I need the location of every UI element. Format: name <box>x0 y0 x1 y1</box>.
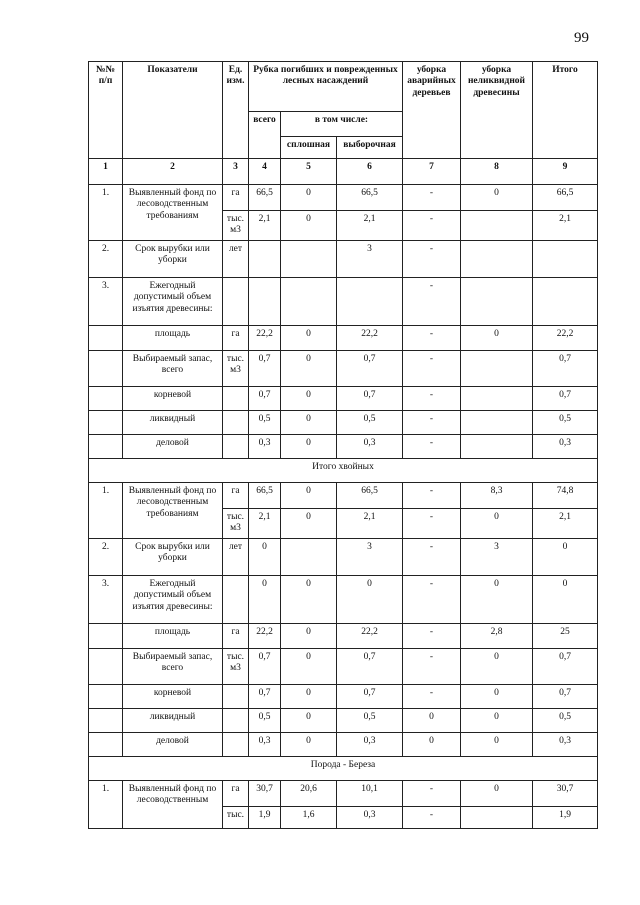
value-cell: - <box>403 807 461 829</box>
value-cell <box>461 411 533 435</box>
column-number: 8 <box>461 159 533 185</box>
unit: лет <box>223 539 249 576</box>
value-cell: 0 <box>281 351 337 387</box>
header-rubka: Рубка погибших и поврежденных лесных насаждений <box>249 62 403 112</box>
value-cell: 0,5 <box>249 411 281 435</box>
indicator-name: Выявленный фонд по лесоводственным <box>123 781 223 829</box>
value-cell <box>281 278 337 326</box>
row-number <box>89 685 123 709</box>
unit: га <box>223 483 249 509</box>
table-row <box>89 624 598 649</box>
table-row <box>89 411 598 435</box>
value-cell: 1,6 <box>281 807 337 829</box>
table-row <box>89 241 598 278</box>
value-cell: 66,5 <box>337 185 403 211</box>
indicator-name: Ежегодный допустимый объем изъятия древесины: <box>123 278 223 326</box>
table-row <box>89 733 598 757</box>
value-cell: - <box>403 539 461 576</box>
value-cell: 0 <box>461 733 533 757</box>
value-cell: - <box>403 211 461 241</box>
value-cell: 0 <box>281 411 337 435</box>
value-cell: 8,3 <box>461 483 533 509</box>
value-cell: 22,2 <box>337 326 403 351</box>
value-cell: 2,1 <box>337 509 403 539</box>
table-row <box>89 709 598 733</box>
row-number: 3. <box>89 576 123 624</box>
value-cell: 2,1 <box>533 509 598 539</box>
value-cell <box>249 241 281 278</box>
value-cell: 0 <box>281 624 337 649</box>
value-cell: 0,5 <box>533 411 598 435</box>
header-clear-cut: сплошная <box>281 137 337 159</box>
row-number: 1. <box>89 185 123 241</box>
value-cell <box>249 278 281 326</box>
value-cell: 22,2 <box>249 326 281 351</box>
value-cell: 20,6 <box>281 781 337 807</box>
row-number: 2. <box>89 539 123 576</box>
unit: тыс. м3 <box>223 211 249 241</box>
value-cell: - <box>403 624 461 649</box>
table-row <box>89 781 598 807</box>
unit <box>223 709 249 733</box>
value-cell: 0,3 <box>337 733 403 757</box>
value-cell <box>461 807 533 829</box>
indicator-name: ликвидный <box>123 709 223 733</box>
value-cell: 0 <box>461 649 533 685</box>
unit: тыс. м3 <box>223 509 249 539</box>
value-cell: - <box>403 411 461 435</box>
value-cell: 0 <box>533 576 598 624</box>
value-cell <box>461 435 533 459</box>
table-row <box>89 387 598 411</box>
table-row <box>89 351 598 387</box>
header-num: №№ п/п <box>89 62 123 159</box>
value-cell: 22,2 <box>337 624 403 649</box>
indicator-name: площадь <box>123 624 223 649</box>
unit: га <box>223 185 249 211</box>
unit <box>223 278 249 326</box>
value-cell: 3 <box>337 241 403 278</box>
value-cell <box>281 539 337 576</box>
value-cell: 0 <box>461 709 533 733</box>
column-number: 3 <box>223 159 249 185</box>
header-emergency-trees: уборка аварийных деревьев <box>403 62 461 159</box>
indicator-name: деловой <box>123 733 223 757</box>
unit <box>223 435 249 459</box>
value-cell <box>337 278 403 326</box>
table-row <box>89 435 598 459</box>
row-number <box>89 733 123 757</box>
value-cell: 30,7 <box>533 781 598 807</box>
value-cell: 0 <box>281 685 337 709</box>
value-cell: 0 <box>461 185 533 211</box>
table-row <box>89 539 598 576</box>
value-cell: 0 <box>461 509 533 539</box>
table-row <box>89 483 598 509</box>
value-cell: 0 <box>281 483 337 509</box>
value-cell: 0,7 <box>337 649 403 685</box>
row-number: 1. <box>89 781 123 829</box>
value-cell: 0,3 <box>249 435 281 459</box>
value-cell: - <box>403 185 461 211</box>
value-cell: 3 <box>461 539 533 576</box>
value-cell: 0,7 <box>533 685 598 709</box>
column-number: 6 <box>337 159 403 185</box>
value-cell: 66,5 <box>249 185 281 211</box>
value-cell: - <box>403 278 461 326</box>
value-cell: 0,7 <box>249 351 281 387</box>
value-cell: 1,9 <box>249 807 281 829</box>
value-cell: 0,5 <box>337 411 403 435</box>
value-cell: 0 <box>461 781 533 807</box>
row-number <box>89 709 123 733</box>
value-cell: 0 <box>249 576 281 624</box>
value-cell: - <box>403 326 461 351</box>
column-number: 9 <box>533 159 598 185</box>
value-cell: 0,5 <box>533 709 598 733</box>
forest-data-table <box>88 61 598 829</box>
value-cell: - <box>403 241 461 278</box>
indicator-name: ликвидный <box>123 411 223 435</box>
value-cell: 22,2 <box>249 624 281 649</box>
indicator-name: Выбираемый запас, всего <box>123 649 223 685</box>
unit: тыс. м3 <box>223 351 249 387</box>
header-vsego: всего <box>249 112 281 159</box>
value-cell: 0 <box>533 539 598 576</box>
section-title: Порода - Береза <box>89 757 598 781</box>
value-cell: 0,3 <box>533 435 598 459</box>
row-number <box>89 624 123 649</box>
value-cell <box>461 351 533 387</box>
value-cell: - <box>403 509 461 539</box>
value-cell: 0,7 <box>533 351 598 387</box>
indicator-name: деловой <box>123 435 223 459</box>
row-number: 2. <box>89 241 123 278</box>
value-cell: 0 <box>461 326 533 351</box>
unit: тыс. м3 <box>223 649 249 685</box>
header-indicators: Показатели <box>123 62 223 159</box>
indicator-name: корневой <box>123 685 223 709</box>
column-number: 5 <box>281 159 337 185</box>
header-including: в том числе: <box>281 112 403 137</box>
value-cell: 30,7 <box>249 781 281 807</box>
value-cell: - <box>403 435 461 459</box>
value-cell: 66,5 <box>249 483 281 509</box>
unit: га <box>223 326 249 351</box>
value-cell: 0,7 <box>337 387 403 411</box>
value-cell <box>461 211 533 241</box>
row-number <box>89 649 123 685</box>
value-cell: 0,7 <box>249 649 281 685</box>
unit: лет <box>223 241 249 278</box>
unit: га <box>223 781 249 807</box>
value-cell: 0 <box>281 709 337 733</box>
value-cell <box>461 387 533 411</box>
value-cell: 25 <box>533 624 598 649</box>
value-cell: 2,1 <box>337 211 403 241</box>
value-cell: 0 <box>281 326 337 351</box>
value-cell: 1,9 <box>533 807 598 829</box>
row-number <box>89 435 123 459</box>
value-cell: 0 <box>281 211 337 241</box>
value-cell: 0,3 <box>533 733 598 757</box>
header-selective: выборочная <box>337 137 403 159</box>
row-number: 1. <box>89 483 123 539</box>
value-cell: 0,7 <box>337 685 403 709</box>
value-cell: 0 <box>337 576 403 624</box>
header-total: Итого <box>533 62 598 159</box>
value-cell: 0,3 <box>337 435 403 459</box>
indicator-name: корневой <box>123 387 223 411</box>
value-cell: 0,5 <box>337 709 403 733</box>
value-cell: 0,7 <box>249 387 281 411</box>
value-cell: 0 <box>281 435 337 459</box>
value-cell: 2,8 <box>461 624 533 649</box>
value-cell <box>461 241 533 278</box>
value-cell: 0,7 <box>337 351 403 387</box>
column-number: 4 <box>249 159 281 185</box>
value-cell: 0 <box>281 649 337 685</box>
column-number: 2 <box>123 159 223 185</box>
unit: га <box>223 624 249 649</box>
value-cell: 3 <box>337 539 403 576</box>
value-cell: 0 <box>403 709 461 733</box>
section-title: Итого хвойных <box>89 459 598 483</box>
value-cell: 0,7 <box>249 685 281 709</box>
value-cell: 0 <box>249 539 281 576</box>
value-cell <box>461 278 533 326</box>
value-cell: 0 <box>281 733 337 757</box>
value-cell: 66,5 <box>337 483 403 509</box>
indicator-name: Срок вырубки или уборки <box>123 241 223 278</box>
unit <box>223 685 249 709</box>
header-illiquid-wood: уборка неликвидной древесины <box>461 62 533 159</box>
value-cell: 0,3 <box>337 807 403 829</box>
value-cell: 0 <box>281 185 337 211</box>
value-cell: 66,5 <box>533 185 598 211</box>
value-cell: - <box>403 649 461 685</box>
indicator-name: Ежегодный допустимый объем изъятия древесины: <box>123 576 223 624</box>
header-unit: Ед. изм. <box>223 62 249 159</box>
table-row <box>89 649 598 685</box>
value-cell: 0 <box>281 509 337 539</box>
value-cell: 2,1 <box>249 509 281 539</box>
column-number: 7 <box>403 159 461 185</box>
value-cell: 0,5 <box>249 709 281 733</box>
value-cell: 22,2 <box>533 326 598 351</box>
column-number: 1 <box>89 159 123 185</box>
row-number: 3. <box>89 278 123 326</box>
indicator-name: Выявленный фонд по лесоводственным требованиям <box>123 185 223 241</box>
table-row <box>89 576 598 624</box>
value-cell: 0 <box>461 685 533 709</box>
value-cell <box>533 278 598 326</box>
row-number <box>89 351 123 387</box>
indicator-name: Выбираемый запас, всего <box>123 351 223 387</box>
value-cell: 2,1 <box>249 211 281 241</box>
value-cell: - <box>403 685 461 709</box>
value-cell: 2,1 <box>533 211 598 241</box>
value-cell <box>533 241 598 278</box>
unit <box>223 576 249 624</box>
table-row <box>89 326 598 351</box>
value-cell: 0,7 <box>533 649 598 685</box>
value-cell: - <box>403 351 461 387</box>
value-cell: 0 <box>281 387 337 411</box>
value-cell: 0,7 <box>533 387 598 411</box>
value-cell <box>281 241 337 278</box>
value-cell: 0 <box>403 733 461 757</box>
value-cell: - <box>403 387 461 411</box>
row-number <box>89 326 123 351</box>
value-cell: 10,1 <box>337 781 403 807</box>
table-row <box>89 278 598 326</box>
value-cell: - <box>403 576 461 624</box>
unit <box>223 411 249 435</box>
unit <box>223 733 249 757</box>
indicator-name: Срок вырубки или уборки <box>123 539 223 576</box>
unit: тыс. <box>223 807 249 829</box>
row-number <box>89 387 123 411</box>
table-row <box>89 685 598 709</box>
indicator-name: Выявленный фонд по лесоводственным требованиям <box>123 483 223 539</box>
unit <box>223 387 249 411</box>
value-cell: - <box>403 781 461 807</box>
page-number: 99 <box>574 30 589 46</box>
value-cell: - <box>403 483 461 509</box>
row-number <box>89 411 123 435</box>
value-cell: 0,3 <box>249 733 281 757</box>
value-cell: 74,8 <box>533 483 598 509</box>
value-cell: 0 <box>461 576 533 624</box>
indicator-name: площадь <box>123 326 223 351</box>
table-row <box>89 185 598 211</box>
value-cell: 0 <box>281 576 337 624</box>
